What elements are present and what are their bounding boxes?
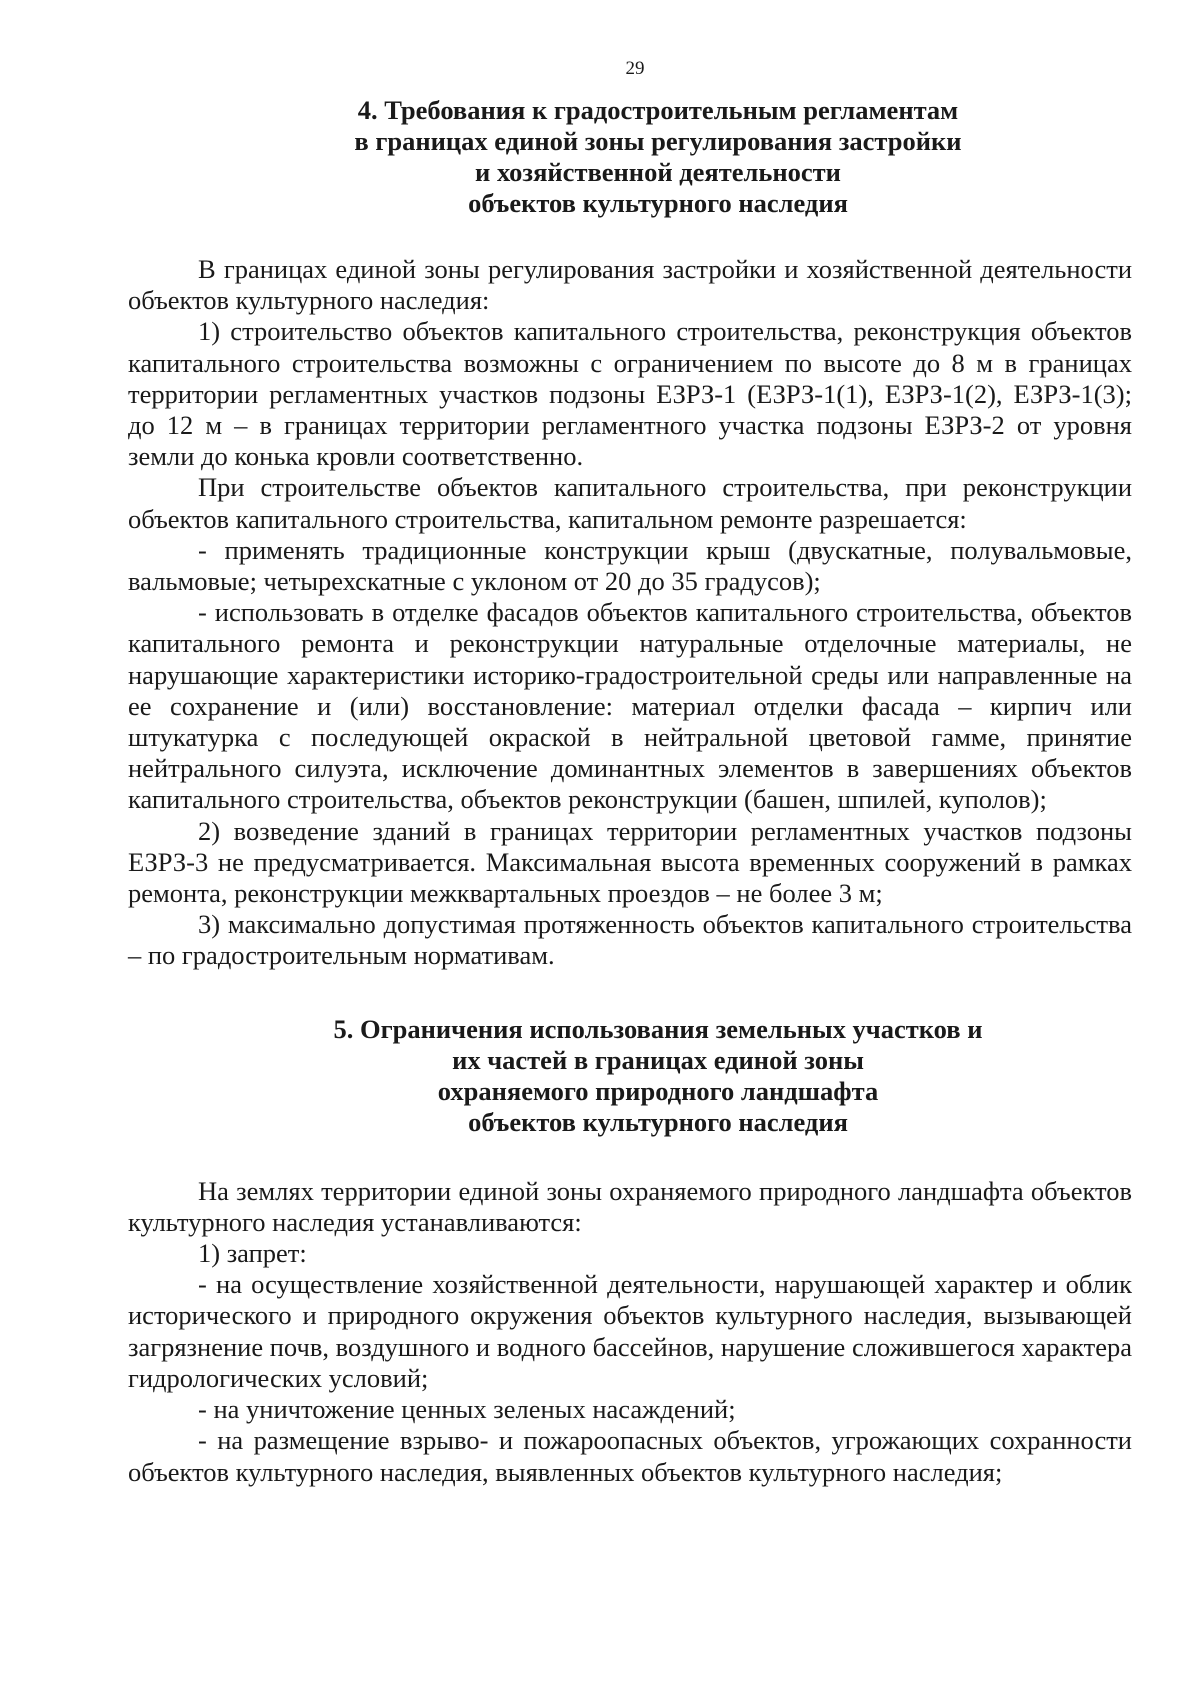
section-4-heading-line: 4. Требования к градостроительным регламентам bbox=[357, 95, 959, 125]
page-content bbox=[128, 95, 1132, 1488]
section-4-heading bbox=[128, 95, 1132, 219]
section-4-paragraph: В границах единой зоны регулирования застройки и хозяйственной деятельности объектов культурного наследия: bbox=[128, 254, 1132, 316]
section-5-paragraph: - на осуществление хозяйственной деятельности, нарушающей характер и облик исторического и природного окружения объектов культурного наследия, вызывающей загрязнение почв, воздушного и водного бассейнов, нарушение сложившегося характера гидрологических условий; bbox=[128, 1269, 1132, 1393]
section-4-paragraph: 3) максимально допустимая протяженность объектов капитального строительства – по градостроительным нормативам. bbox=[128, 909, 1132, 971]
section-5-heading bbox=[128, 1014, 1132, 1138]
section-4-paragraph: При строительстве объектов капитального строительства, при реконструкции объектов капитального строительства, капитальном ремонте разрешается: bbox=[128, 472, 1132, 534]
section-4-paragraph: - применять традиционные конструкции крыш (двускатные, полувальмовые, вальмовые; четырехскатные с уклоном от 20 до 35 градусов); bbox=[128, 534, 1132, 597]
section-4-heading-line: объектов культурного наследия bbox=[468, 188, 848, 218]
section-4-paragraph: 1) строительство объектов капитального строительства, реконструкция объектов капитального строительства возможны с ограничением по высоте до 8 м в границах территории регламентных участков подзоны ЕЗРЗ-1 (ЕЗРЗ-1(1), ЕЗРЗ-1(2), ЕЗРЗ-1(3); до 12 м – в границах территории регламентного участка подзоны ЕЗРЗ-2 от уровня земли до конька кровли соответственно. bbox=[128, 316, 1132, 472]
section-4-heading-line: и хозяйственной деятельности bbox=[475, 157, 841, 187]
section-5-paragraph: - на размещение взрыво- и пожароопасных объектов, угрожающих сохранности объектов культурного наследия, выявленных объектов культурного наследия; bbox=[128, 1425, 1132, 1487]
section-5-heading-line: 5. Ограничения использования земельных участков и bbox=[333, 1013, 983, 1044]
page-number: 29 bbox=[625, 58, 645, 79]
section-5-heading-line: охраняемого природного ландшафта bbox=[437, 1075, 879, 1106]
section-4-paragraph: 2) возведение зданий в границах территории регламентных участков подзоны ЕЗРЗ-3 не предусматривается. Максимальная высота временных сооружений в рамках ремонта, реконструкции межквартальных проездов – не более 3 м; bbox=[128, 815, 1132, 909]
section-4-paragraph: - использовать в отделке фасадов объектов капитального строительства, объектов капитального ремонта и реконструкции натуральные отделочные материалы, не нарушающие характеристики историко-градостроительной среды или направленные на ее сохранение и (или) восстановление: материал отделки фасада – кирпич или штукатурка с последующей окраской в нейтральной цветовой гамме, принятие нейтрального силуэта, исключение доминантных элементов в завершениях объектов капитального строительства, объектов реконструкции (башен, шпилей, куполов); bbox=[128, 597, 1132, 815]
section-5-heading-line: их частей в границах единой зоны bbox=[452, 1044, 864, 1075]
section-4-heading-line: в границах единой зоны регулирования застройки bbox=[354, 126, 962, 156]
section-5-paragraph: 1) запрет: bbox=[198, 1238, 307, 1269]
section-5-paragraph: На землях территории единой зоны охраняемого природного ландшафта объектов культурного наследия устанавливаются: bbox=[128, 1175, 1132, 1237]
section-5-paragraph: - на уничтожение ценных зеленых насаждений; bbox=[198, 1394, 736, 1425]
section-5-heading-line: объектов культурного наследия bbox=[468, 1106, 848, 1137]
